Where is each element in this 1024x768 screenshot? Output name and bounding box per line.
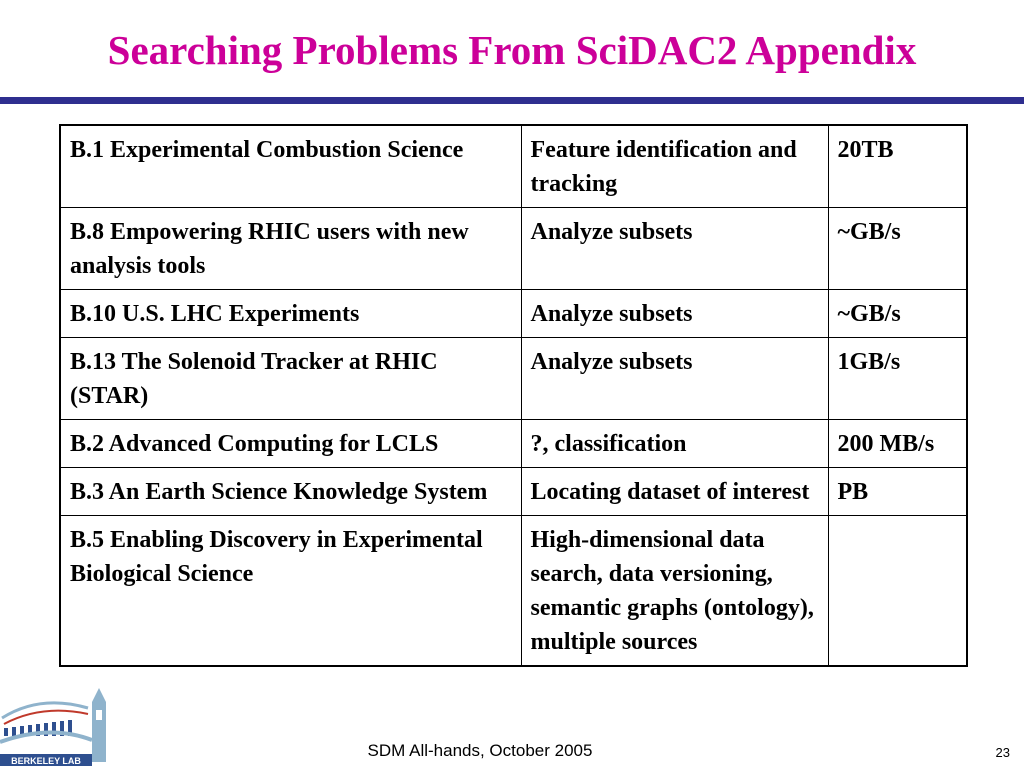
project-cell: B.1 Experimental Combustion Science: [60, 125, 521, 208]
size-cell: [828, 516, 967, 667]
project-cell: B.13 The Solenoid Tracker at RHIC (STAR): [60, 338, 521, 420]
size-cell: PB: [828, 468, 967, 516]
need-cell: Feature identification and tracking: [521, 125, 828, 208]
size-cell: 200 MB/s: [828, 420, 967, 468]
table-row: [60, 516, 967, 667]
size-cell: ~GB/s: [828, 208, 967, 290]
page-number: 23: [995, 745, 1010, 760]
size-cell: ~GB/s: [828, 290, 967, 338]
table-row: [60, 290, 967, 338]
project-cell: B.2 Advanced Computing for LCLS: [60, 420, 521, 468]
logo-wordmark: BERKELEY LAB: [11, 756, 81, 766]
project-cell: B.8 Empowering RHIC users with new analysis tools: [60, 208, 521, 290]
table-row: [60, 338, 967, 420]
table-row: [60, 125, 967, 208]
project-cell: B.5 Enabling Discovery in Experimental Biological Science: [60, 516, 521, 667]
project-cell: B.3 An Earth Science Knowledge System: [60, 468, 521, 516]
footer-text: SDM All-hands, October 2005: [367, 741, 593, 760]
project-cell: B.10 U.S. LHC Experiments: [60, 290, 521, 338]
table-row: [60, 208, 967, 290]
need-cell: ?, classification: [521, 420, 828, 468]
need-cell: Analyze subsets: [521, 208, 828, 290]
table-row: [60, 420, 967, 468]
need-cell: Analyze subsets: [521, 338, 828, 420]
size-cell: 20TB: [828, 125, 967, 208]
requirements-table: [59, 124, 968, 667]
need-cell: Analyze subsets: [521, 290, 828, 338]
need-cell: High-dimensional data search, data versioning, semantic graphs (ontology), multiple sources: [521, 516, 828, 667]
title-rule: [0, 97, 1024, 104]
size-cell: 1GB/s: [828, 338, 967, 420]
slide-title: Searching Problems From SciDAC2 Appendix: [107, 27, 917, 73]
need-cell: Locating dataset of interest: [521, 468, 828, 516]
table-row: [60, 468, 967, 516]
